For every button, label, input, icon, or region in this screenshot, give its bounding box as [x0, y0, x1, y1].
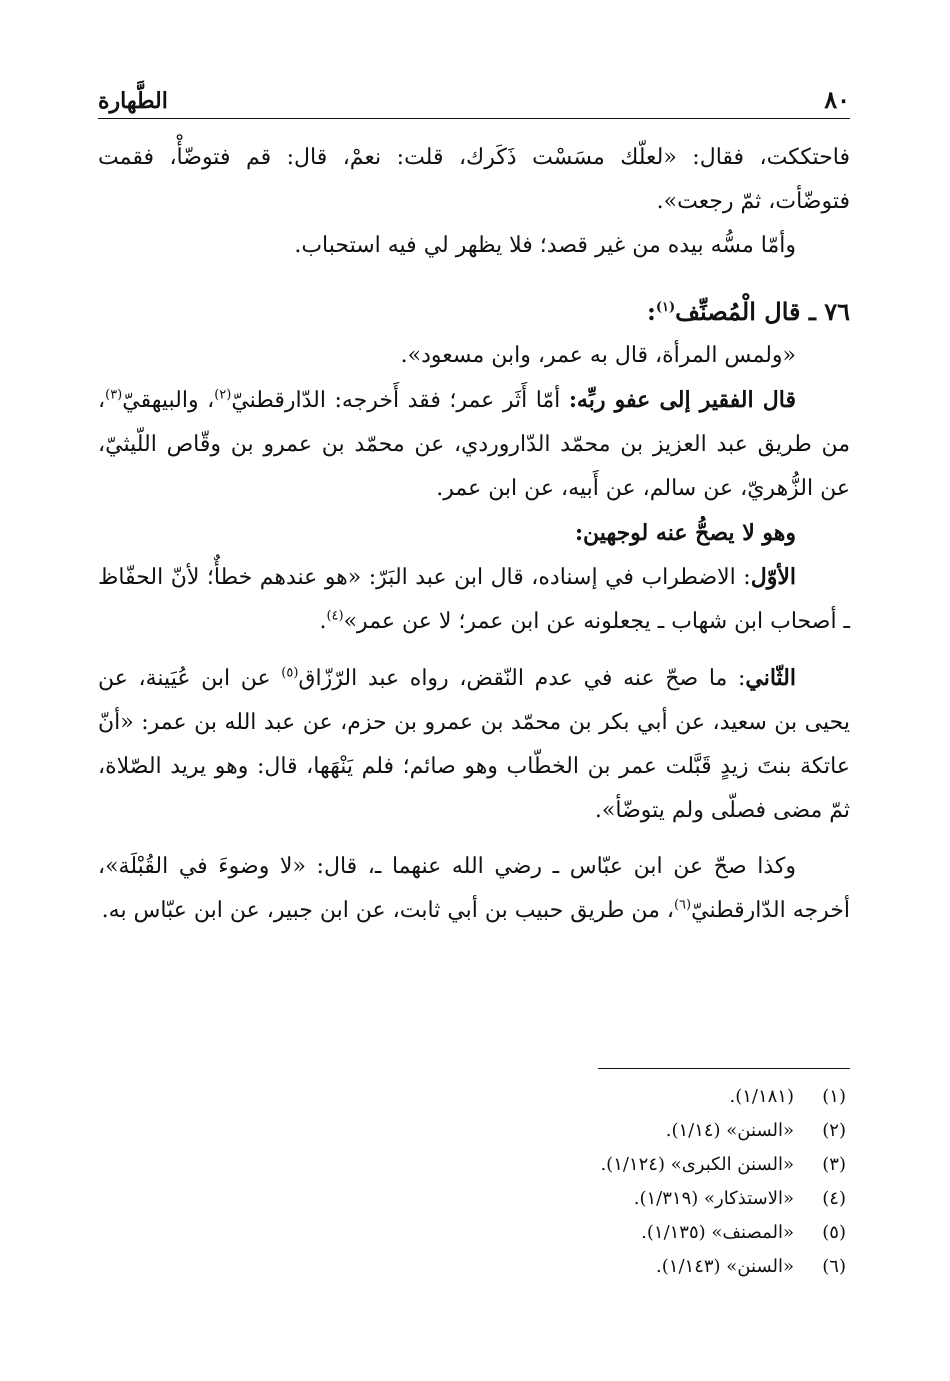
page-number: ٨٠: [824, 85, 850, 114]
header-divider: [98, 118, 850, 119]
paragraph-3-text-a: أمّا أَثَر عمر؛ فقد أَخرجه: الدّارقطنيّ: [231, 388, 569, 413]
footnote-number: (١): [822, 1086, 846, 1107]
footnote-item: [600, 1216, 846, 1250]
paragraph-3-text-c: ، من طريق عبد العزيز بن محمّد الدّاروردي، عن محمّد بن عمرو بن وقّاص اللّيثيّ، عن الزُّهريّ، عن سالم، عن أَبيه، عن ابن عمر.: [98, 388, 850, 501]
footnote-text: «المصنف» (١/١٣٥).: [641, 1222, 794, 1243]
first-aspect-text: : الاضطراب في إسناده، قال ابن عبد البَرّ: «هو عندهم خطأٌ؛ لأنّ الحفّاظ ـ أصحاب ابن شهاب ـ يجعلونه عن ابن عمر؛ لا عن عمر»: [98, 565, 850, 634]
first-aspect-end: .: [319, 609, 327, 634]
second-aspect-text-a: : ما صحّ عنه في عدم النّقض، رواه عبد الرّزّاق: [298, 666, 746, 691]
footnote-ref-2: (٢): [214, 387, 232, 403]
footnote-ref-3: (٣): [105, 387, 123, 403]
footnote-number: (٦): [822, 1256, 846, 1277]
second-aspect-text-b: عن ابن عُيَينة، عن يحيى بن سعيد، عن أبي بكر بن محمّد بن عمرو بن حزم، عن عبد الله بن عمر: «أنّ عاتكة بنتَ زيدٍ قَبَّلت عمر بن الخطّاب وهو صائم؛ فلم يَنْهَها، قال: وهو يريد الصّلاة، ثمّ مضى فصلّى ولم يتوضّأ».: [98, 666, 850, 823]
footnotes-list: [600, 1080, 846, 1284]
footnote-text: «السنن» (١/١٤).: [665, 1120, 794, 1141]
chapter-title: الطَّهارة: [98, 88, 168, 114]
footnote-text: (١/١٨١).: [729, 1086, 794, 1107]
footnote-number: (٥): [822, 1222, 846, 1243]
paragraph-first-aspect: [98, 555, 850, 644]
footnote-number: (٢): [822, 1120, 846, 1141]
footnote-item: [600, 1182, 846, 1216]
main-text: [98, 136, 850, 933]
paragraph-ibn-abbas: [98, 845, 850, 933]
first-label: الأوّل: [750, 564, 796, 590]
second-label: الثّاني: [745, 665, 796, 691]
footnote-text: «السنن» (١/١٤٣).: [656, 1256, 794, 1277]
footnote-ref-5: (٥): [281, 665, 299, 681]
paragraph-2: وأمّا مسُّه بيده من غير قصد؛ فلا يظهر لي فيه استحباب.: [294, 233, 796, 258]
footnote-item: [600, 1114, 846, 1148]
heading-text: ٧٦ ـ قال الْمُصنِّف: [675, 297, 850, 326]
footnote-ref-1: (١): [655, 300, 676, 315]
footnote-item: [600, 1148, 846, 1182]
quoted-text: «ولمس المرأة، قال به عمر، وابن مسعود».: [400, 343, 796, 368]
footnote-divider: [598, 1068, 850, 1069]
footnote-text: «السنن الكبرى» (١/١٢٤).: [600, 1154, 794, 1175]
footnote-item: [600, 1250, 846, 1284]
ibn-abbas-text-a: وكذا صحّ عن ابن عبّاس ـ رضي الله عنهما ـ، قال: «لا وضوءَ في القُبْلَة»، أخرجه الدّارقطنيّ: [98, 854, 850, 923]
ibn-abbas-text-b: ، من طريق حبيب بن أبي ثابت، عن ابن جبير، عن ابن عبّاس به.: [101, 898, 674, 923]
page-header: [98, 74, 850, 114]
subheading-two-aspects: وهو لا يصحُّ عنه لوجهين:: [574, 520, 796, 546]
footnote-text: «الاستذكار» (١/٣١٩).: [633, 1188, 794, 1209]
footnote-item: [600, 1080, 846, 1114]
paragraph-1: فاحتككت، فقال: «لعلّك مسَسْت ذَكَرك، قلت: نعمْ، قال: قم فتوضّأْ، فقمت فتوضّأت، ثمّ رجعت».: [98, 145, 850, 214]
paragraph-second-aspect: [98, 656, 850, 833]
heading-colon: :: [646, 297, 656, 326]
footnote-number: (٣): [822, 1154, 846, 1175]
footnote-ref-6: (٦): [673, 897, 692, 913]
author-phrase: قال الفقير إلى عفو ربِّه:: [568, 387, 796, 413]
paragraph-3: [98, 378, 850, 511]
footnote-number: (٤): [822, 1188, 846, 1209]
footnote-ref-4: (٤): [326, 608, 344, 624]
section-heading: [98, 290, 850, 334]
paragraph-3-text-b: ، والبيهقيّ: [122, 388, 215, 413]
